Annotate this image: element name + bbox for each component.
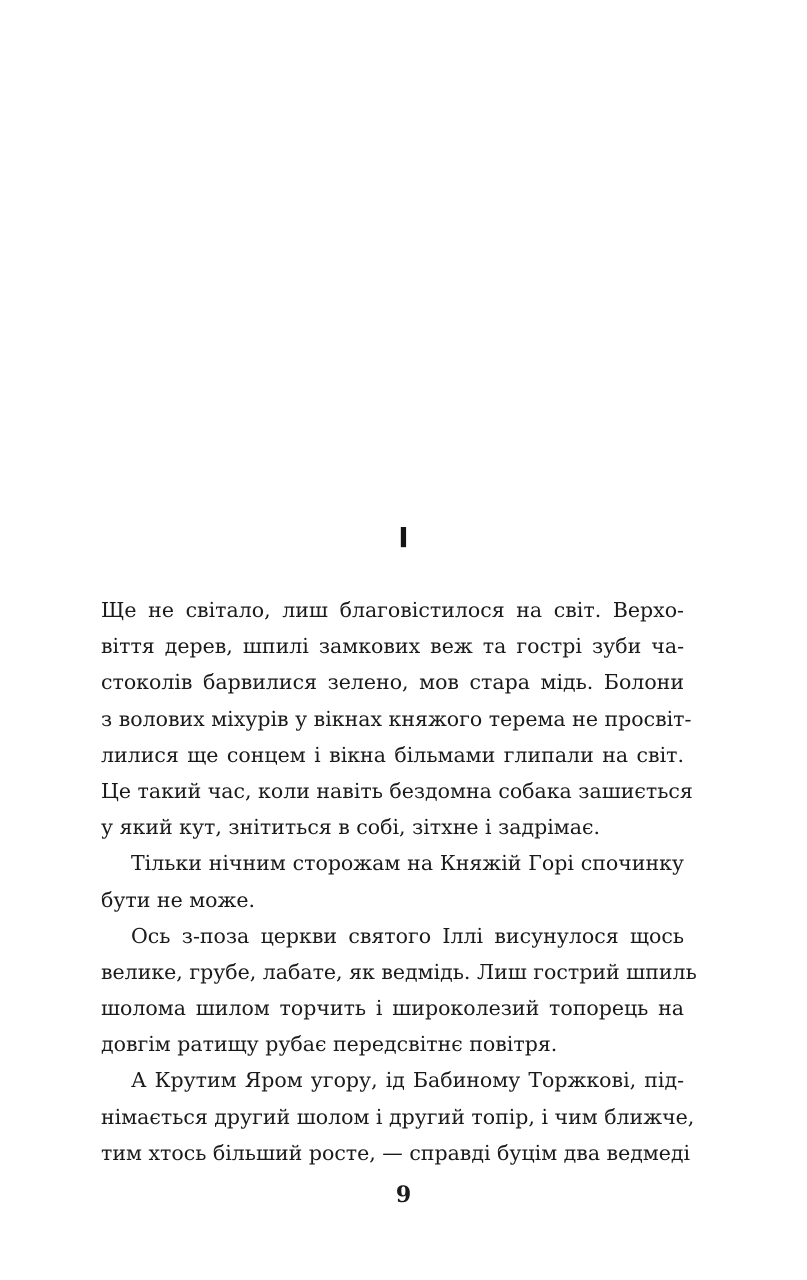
- text-line: тим хтось більший росте, — справді буцім два ведмеді: [101, 1140, 691, 1165]
- chapter-number: I: [398, 521, 409, 554]
- text-line: Це такий час, коли навіть бездомна собака зашиється: [101, 778, 693, 803]
- text-line: віття дерев, шпилі замкових веж та гострі зуби ча-: [101, 634, 684, 659]
- page-number: 9: [395, 1182, 412, 1208]
- text-line: німається другий шолом і другий топір, і чим ближче,: [101, 1104, 695, 1129]
- body-text: [101, 592, 697, 1171]
- text-line: шолома шилом торчить і широколезий топорець на: [101, 996, 684, 1021]
- text-line: з волових міхурів у вікнах княжого терема не просвіт-: [101, 706, 692, 731]
- text-line: довгім ратищу рубає передсвітнє повітря.: [101, 1032, 558, 1057]
- text-line: стоколів барвилися зелено, мов стара мідь. Болони: [101, 670, 684, 695]
- text-line: А Крутим Яром угору, ід Бабиному Торжкові, під-: [131, 1068, 684, 1093]
- text-line: у який кут, знітиться в собі, зітхне і задрімає.: [101, 815, 600, 840]
- text-line: Тільки нічним сторожам на Княжій Горі спочинку: [131, 851, 684, 876]
- text-line: Ще не світало, лиш благовістилося на світ. Верхо-: [101, 598, 684, 622]
- text-line: лилися ще сонцем і вікна більмами глипали на світ.: [101, 742, 684, 767]
- text-line: Ось з-поза церкви святого Іллі висунулося щось: [131, 923, 684, 948]
- text-line: велике, грубе, лабате, як ведмідь. Лиш гострий шпиль: [101, 959, 697, 984]
- text-line: бути не може.: [101, 887, 256, 912]
